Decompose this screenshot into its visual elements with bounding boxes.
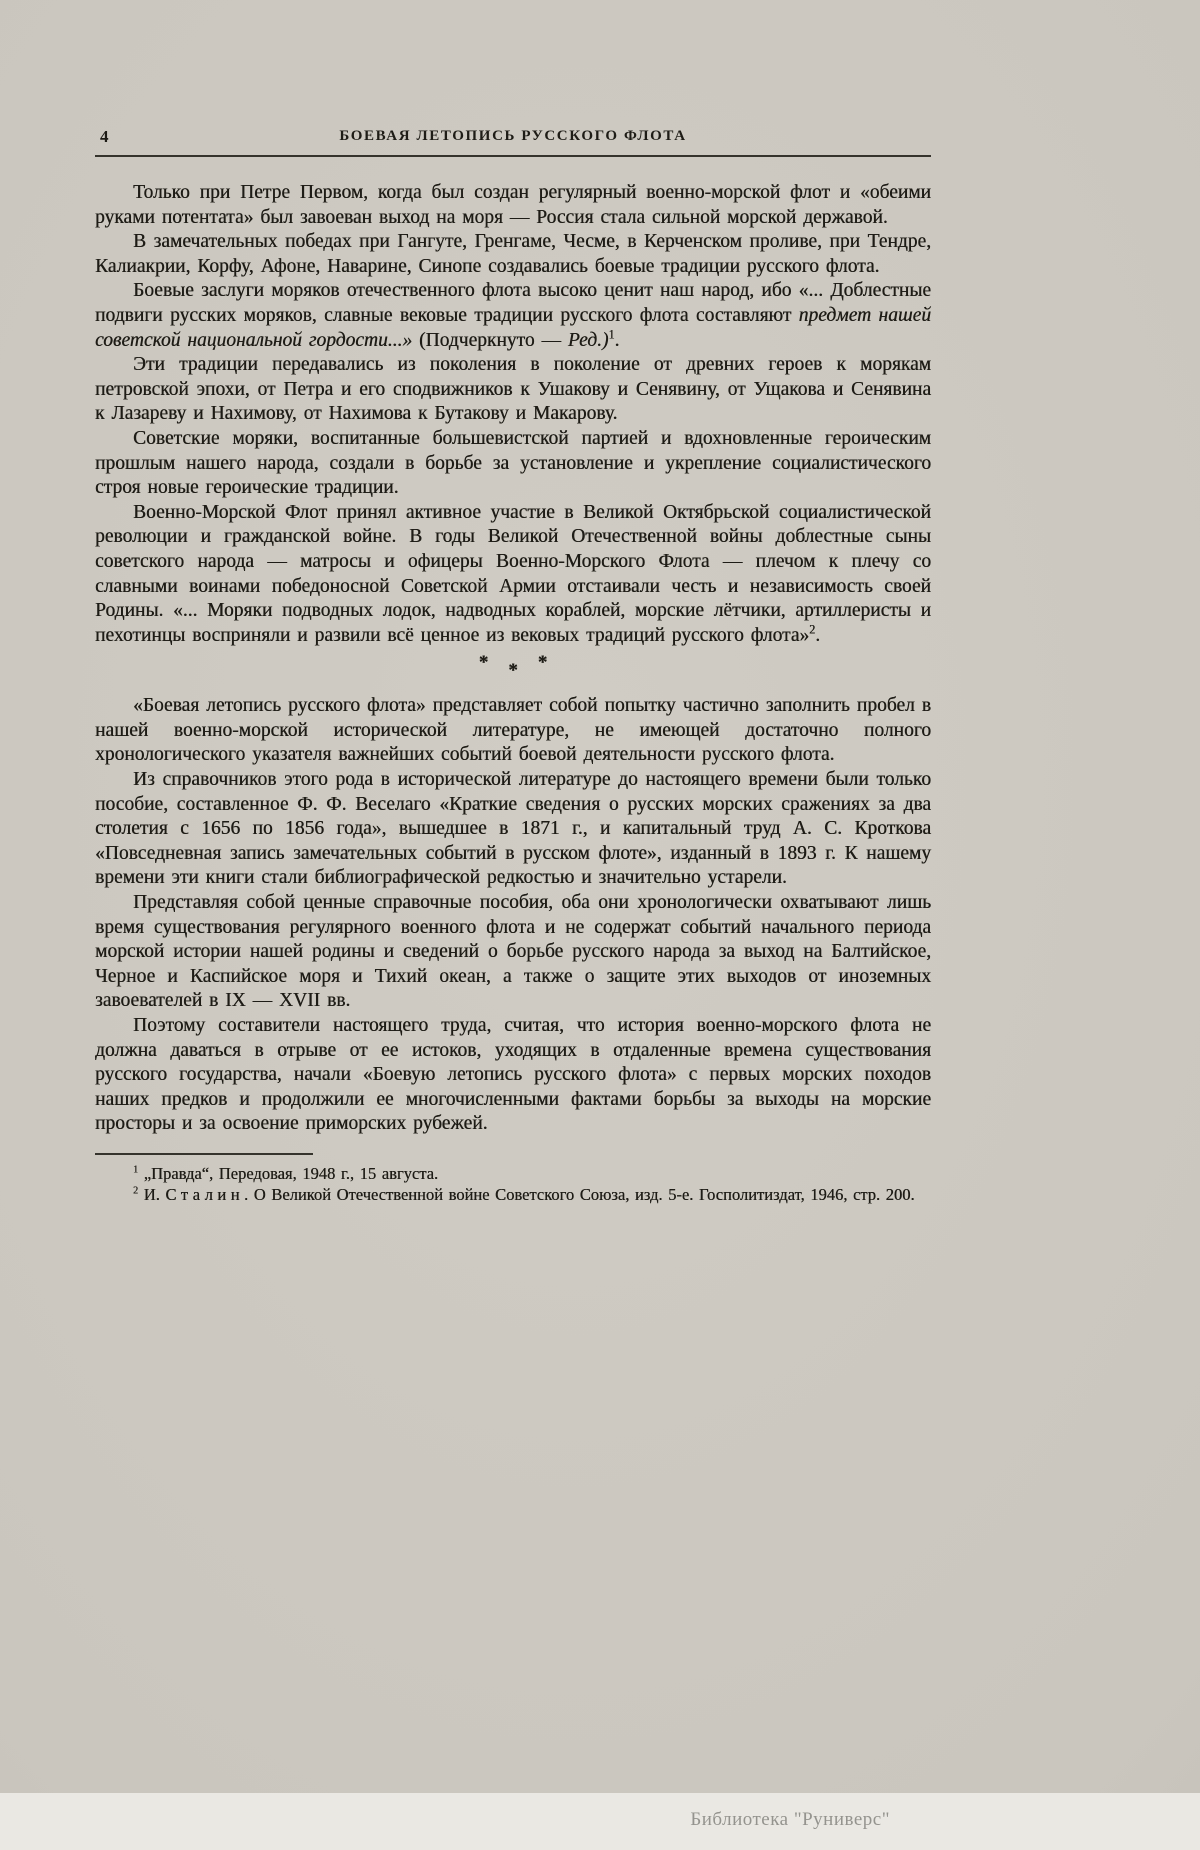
paragraph: В замечательных победах при Гангуте, Гренгаме, Чесме, в Керченском проливе, при Тендре, Калиакрии, Корфу, Афоне, Наварине, Синопе создавались боевые традиции русского флота.	[95, 231, 931, 277]
section-separator: * * *	[478, 652, 548, 682]
running-title: БОЕВАЯ ЛЕТОПИСЬ РУССКОГО ФЛОТА	[339, 128, 687, 144]
paragraph: Военно-Морской Флот принял активное участие в Великой Октябрьской социалистической революции и гражданской войне. В годы Великой Отечественной войны доблестные сыны советского народа — матросы и офицеры Военно-Морского Флота — плечом к плечу со славными воинами победоносной Советской Армии отстаивали честь и независимость своей Родины. «... Моряки подводных лодок, надводных кораблей, морские лётчики, артиллеристы и пехотинцы восприняли и развили всё ценное из вековых традиций русского флота»$^2$.	[95, 501, 931, 646]
paragraph: Поэтому составители настоящего труда, считая, что история военно-морского флота не должна даваться в отрыве от ее истоков, уходящих в отдаленные времена существования русского государства, начали «Боевую летопись русского флота» с первых морских походов наших предков и продолжили ее многочисленными фактами борьбы за выходы на морские просторы и за освоение приморских рубежей.	[95, 1015, 931, 1135]
body-text	[95, 181, 931, 1137]
footnotes	[95, 1163, 931, 1206]
paragraph: Только при Петре Первом, когда был создан регулярный военно-морской флот и «обеими руками потентата» был завоеван выход на моря — Россия стала сильной морской державой.	[95, 182, 931, 228]
paragraph: Боевые заслуги моряков отечественного флота высоко ценит наш народ, ибо «... Доблестные подвиги русских моряков, славные вековые традиции русского флота составляют предмет нашей советской национальной гордости...» (Подчеркнуто — Ред.)$^1$.	[95, 280, 931, 351]
watermark-strip	[0, 1793, 1200, 1850]
paragraph: Представляя собой ценные справочные пособия, оба они хронологически охватывают лишь время существования регулярного военного флота и не содержат событий начального периода морской истории нашей родины и сведений о борьбе русского народа за выход на Балтийское, Черное и Каспийское моря и Тихий океан, а также о защите этих выходов от иноземных завоевателей в IX — XVII вв.	[95, 892, 931, 1012]
paragraph: Советские моряки, воспитанные большевистской партией и вдохновленные героическим прошлым нашего народа, создали в борьбе за установление и укрепление социалистического строя новые героические традиции.	[95, 427, 931, 499]
page-header	[95, 126, 931, 146]
page-number: 4	[100, 127, 109, 146]
header-rule	[95, 155, 931, 157]
footnote-rule	[95, 1153, 313, 1155]
book-page	[95, 126, 931, 1206]
paragraph: Из справочников этого рода в исторической литературе до настоящего времени были только пособие, составленное Ф. Ф. Веселаго «Краткие сведения о русских морских сражениях за два столетия с 1656 по 1856 года», вышедшее в 1871 г., и капитальный труд А. С. Кроткова «Повседневная запись замечательных событий в русском флоте», изданный в 1893 г. К нашему времени эти книги стали библиографической редкостью и значительно устарели.	[95, 769, 931, 889]
paragraph: «Боевая летопись русского флота» представляет собой попытку частично заполнить пробел в нашей военно-морской исторической литературе, не имеющей достаточно полного хронологического указателя важнейших событий боевой деятельности русского флота.	[95, 695, 931, 766]
footnote: $^2$ И. Сталин. О Великой Отечественной войне Советского Союза, изд. 5-е. Госполитиздат, 1946, стр. 200.	[133, 1185, 915, 1205]
paragraph: Эти традиции передавались из поколения в поколение от древних героев к морякам петровской эпохи, от Петра и его сподвижников к Ушакову и Сенявину, от Ущакова и Сенявина к Лазареву и Нахимову, от Нахимова к Бутакову и Макарову.	[95, 354, 931, 425]
footnote: $^1$ „Правда“, Передовая, 1948 г., 15 августа.	[133, 1163, 439, 1183]
watermark-label: Библиотека "Руниверс"	[690, 1809, 890, 1830]
